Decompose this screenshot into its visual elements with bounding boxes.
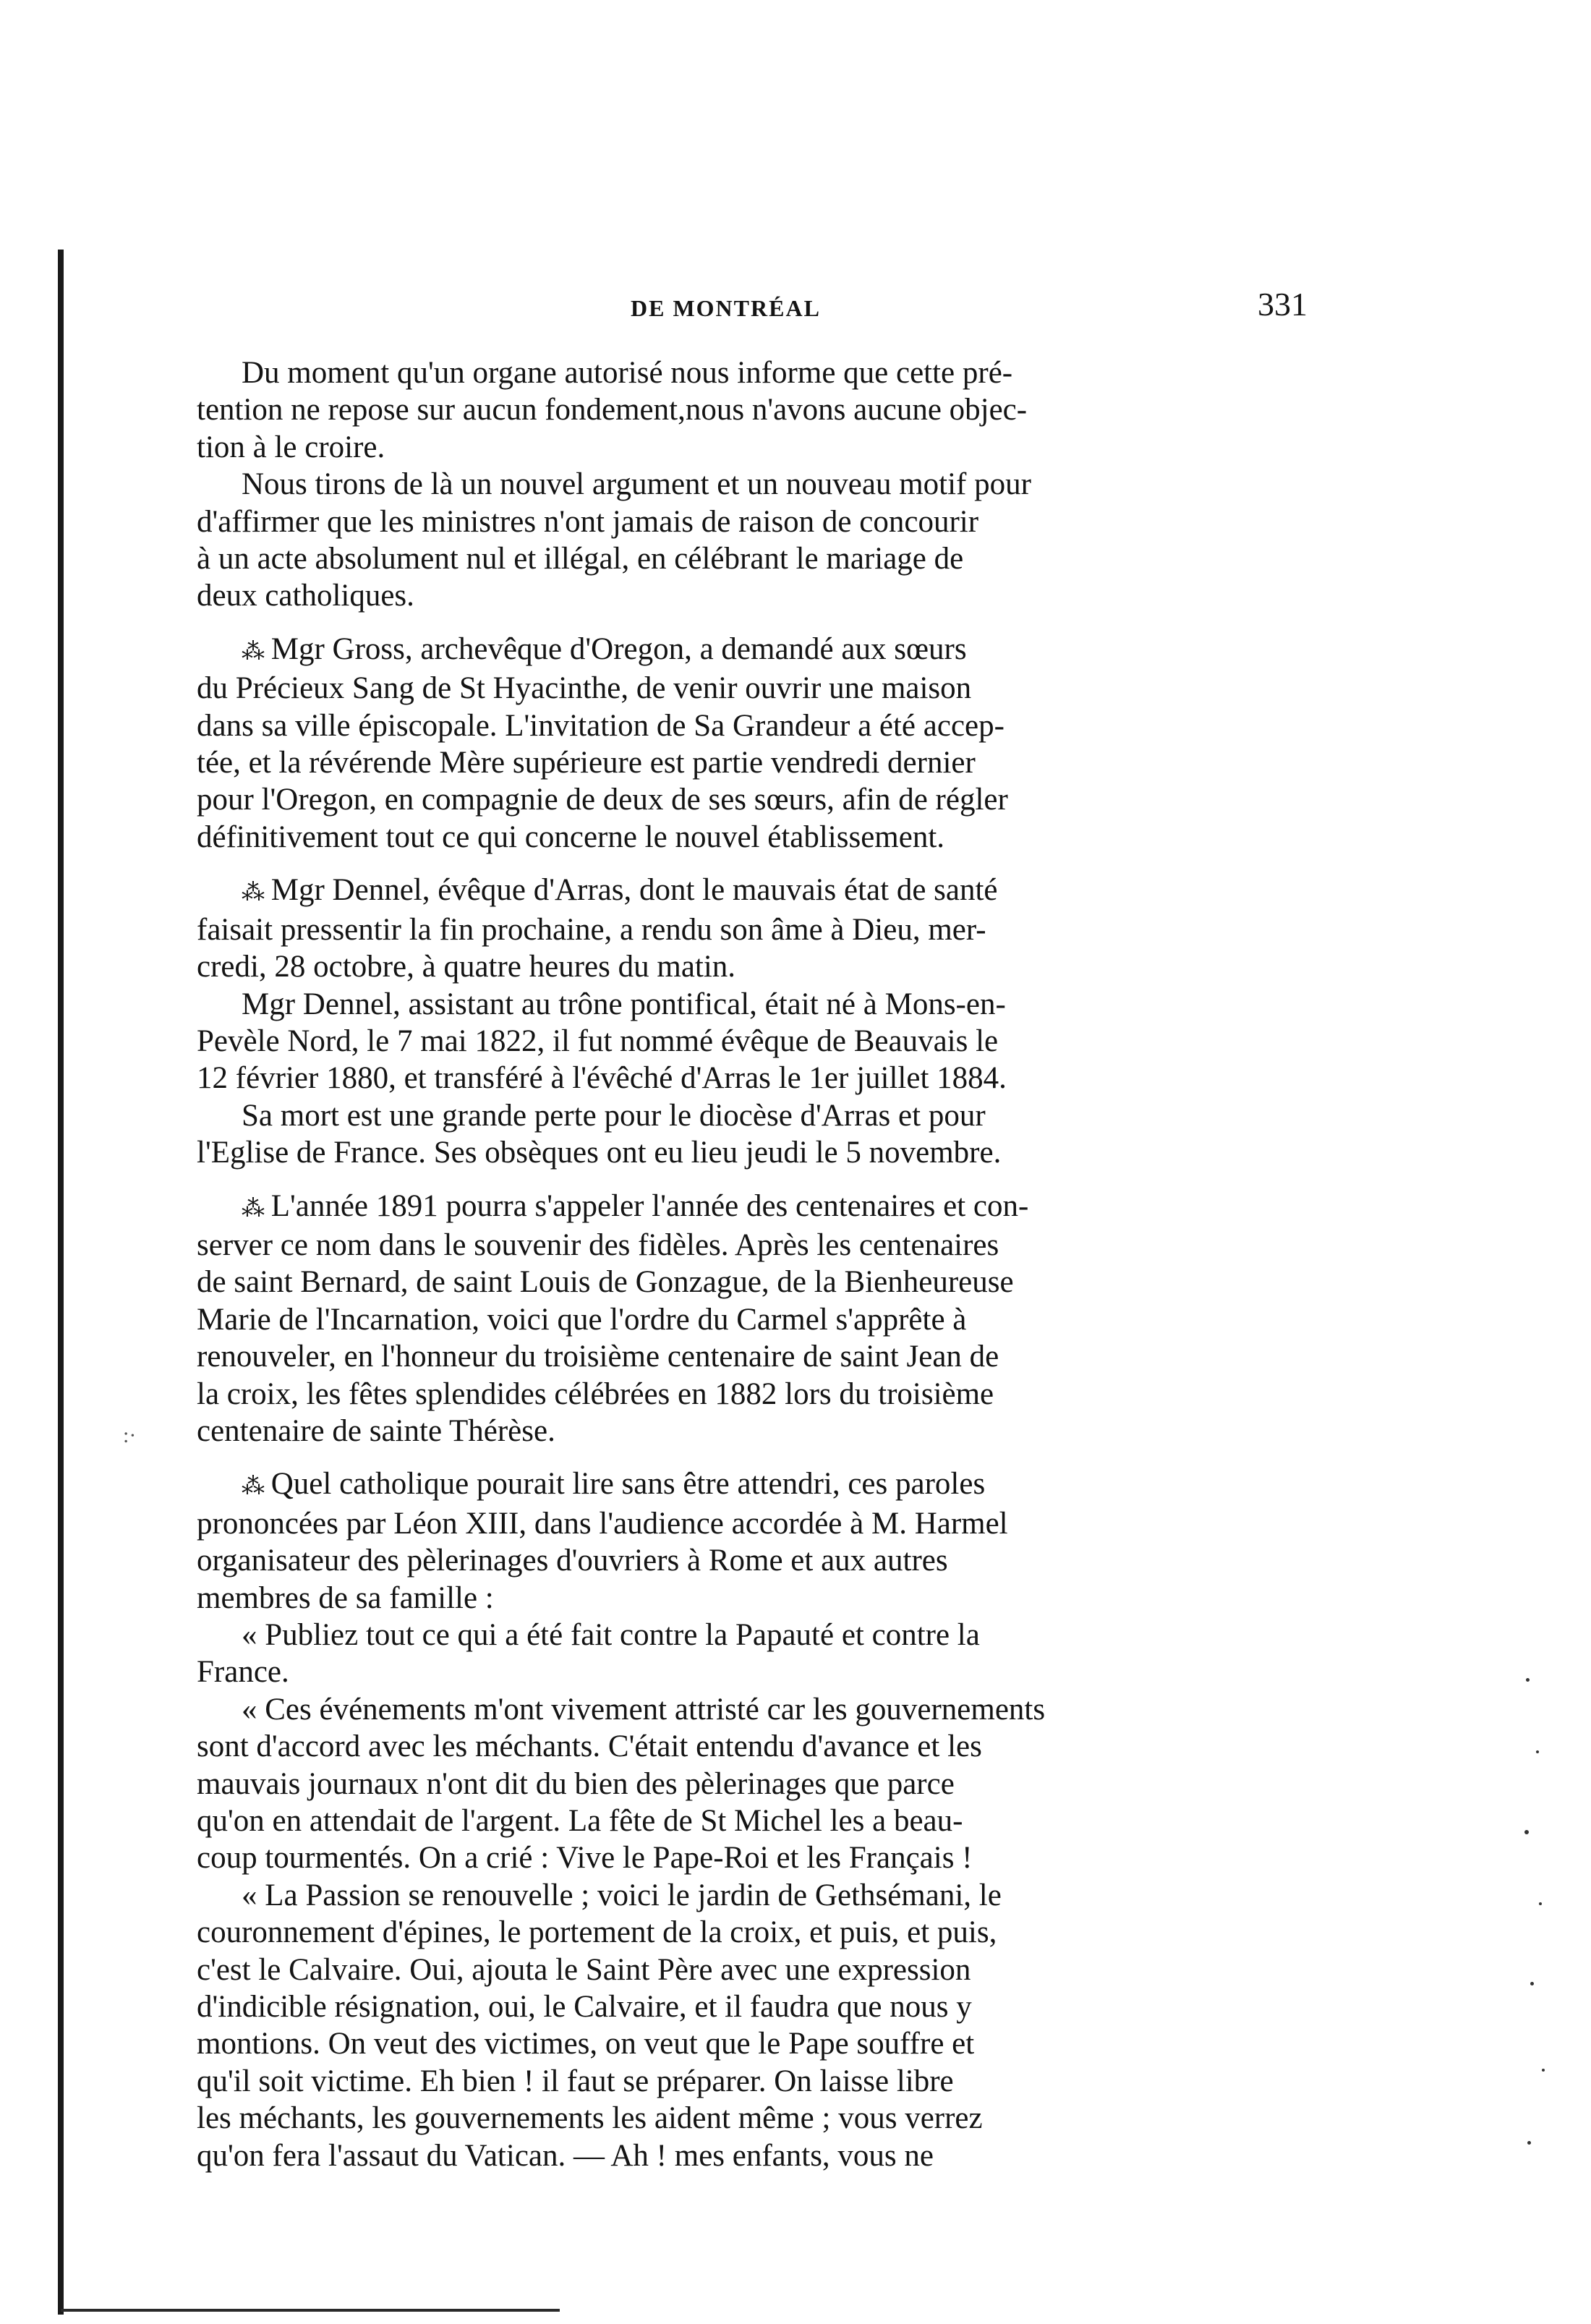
text-line: centenaire de sainte Thérèse. [197,1413,555,1448]
asterism: ⁂ [242,637,263,664]
margin-specks [1517,1664,1561,2170]
text-line: tention ne repose sur aucun fondement,nous n'avons aucune objec- [197,393,1028,427]
paragraph-centenaires [197,1188,1308,1450]
text-line: credi, 28 octobre, à quatre heures du matin. [197,950,736,984]
speck [1542,2069,1545,2072]
speck [1527,2141,1531,2145]
text-line: d'indicible résignation, oui, le Calvaire, et il faudra que nous y [197,1990,972,2025]
text-line: Nous tirons de là un nouvel argument et un nouveau motif pour [242,467,1031,502]
text-line: les méchants, les gouvernements les aident même ; vous verrez [197,2101,983,2136]
paragraph-mgr-dennel [197,872,1308,985]
text-line: server ce nom dans le souvenir des fidèles. Après les centenaires [197,1227,999,1262]
text-line: de saint Bernard, de saint Louis de Gonzague, de la Bienheureuse [197,1265,1014,1300]
margin-mark: :· [123,1423,137,1447]
text-line: dans sa ville épiscopale. L'invitation de Sa Grandeur a été accep- [197,708,1004,743]
text-line: Mgr Gross, archevêque d'Oregon, a demandé aux sœurs [270,631,967,666]
text-line: membres de sa famille : [197,1580,494,1615]
speck [1524,1830,1529,1834]
text-line: à un acte absolument nul et illégal, en célébrant le mariage de [197,542,964,576]
paragraph-argument [197,466,1308,615]
text-line: « Publiez tout ce qui a été fait contre la Papauté et contre la [242,1618,980,1652]
paragraph-quote-publiez [197,1617,1308,1691]
paragraph-authority [197,354,1308,466]
text-line: faisait pressentir la fin prochaine, a rendu son âme à Dieu, mer- [197,912,986,947]
paragraph-quote-evenements [197,1691,1308,1877]
text-line: Mgr Dennel, évêque d'Arras, dont le mauvais état de santé [270,873,998,908]
page-body [197,354,1308,2174]
text-line: deux catholiques. [197,579,414,613]
text-line: tion à le croire. [197,430,385,464]
speck [1530,1982,1534,1985]
text-line: qu'il soit victime. Eh bien ! il faut se préparer. On laisse libre [197,2064,954,2098]
text-line: du Précieux Sang de St Hyacinthe, de venir ouvrir une maison [197,671,972,706]
speck [1526,1678,1530,1682]
text-line: L'année 1891 pourra s'appeler l'année des centenaires et con- [270,1188,1029,1223]
asterism: ⁂ [242,1194,263,1221]
text-line: prononcées par Léon XIII, dans l'audience accordée à M. Harmel [197,1506,1008,1541]
text-line: Mgr Dennel, assistant au trône pontifical, était né à Mons-en- [242,987,1006,1021]
text-line: définitivement tout ce qui concerne le nouvel établissement. [197,820,945,854]
text-line: la croix, les fêtes splendides célébrées en 1882 lors du troisième [197,1376,994,1411]
speck [1539,1902,1542,1905]
paragraph-leon-xiii [197,1465,1308,1617]
text-line: montions. On veut des victimes, on veut que le Pape souffre et [197,2027,975,2061]
binding-edge [58,250,64,2315]
text-line: l'Eglise de France. Ses obsèques ont eu lieu jeudi le 5 novembre. [197,1136,1002,1170]
text-line: qu'on en attendait de l'argent. La fête de St Michel les a beau- [197,1804,963,1839]
asterism: ⁂ [242,1473,263,1499]
speck [1536,1750,1539,1753]
text-line: « Ces événements m'ont vivement attristé car les gouvernements [242,1692,1046,1727]
text-line: organisateur des pèlerinages d'ouvriers à Rome et aux autres [197,1544,948,1578]
text-line: « La Passion se renouvelle ; voici le jardin de Gethsémani, le [242,1878,1002,1912]
running-head-title: DE MONTRÉAL [631,295,821,321]
text-line: Sa mort est une grande perte pour le diocèse d'Arras et pour [242,1098,986,1133]
text-line: qu'on fera l'assaut du Vatican. — Ah ! mes enfants, vous ne [197,2138,934,2173]
paragraph-dennel-bio [197,986,1308,1097]
binding-foot-rule [61,2309,560,2312]
text-line: coup tourmentés. On a crié : Vive le Pape-Roi et les Français ! [197,1841,973,1876]
text-line: tée, et la révérende Mère supérieure est partie vendredi dernier [197,746,976,780]
text-line: Du moment qu'un organe autorisé nous informe que cette pré- [242,356,1013,390]
text-line: couronnement d'épines, le portement de la croix, et puis, et puis, [197,1915,997,1950]
text-line: sont d'accord avec les méchants. C'était entendu d'avance et les [197,1729,982,1764]
paragraph-quote-passion [197,1877,1308,2174]
text-line: mauvais journaux n'ont dit du bien des pèlerinages que parce [197,1766,955,1801]
page-number: 331 [1258,286,1308,323]
text-line: Marie de l'Incarnation, voici que l'ordre du Carmel s'apprête à [197,1302,967,1337]
text-line: Pevèle Nord, le 7 mai 1822, il fut nommé évêque de Beauvais le [197,1023,999,1058]
text-line: c'est le Calvaire. Oui, ajouta le Saint Père avec une expression [197,1952,971,1987]
paragraph-dennel-death [197,1097,1308,1172]
text-line: pour l'Oregon, en compagnie de deux de ses sœurs, afin de régler [197,783,1008,817]
text-line: renouveler, en l'honneur du troisième centenaire de saint Jean de [197,1340,999,1374]
text-line: France. [197,1655,289,1690]
paragraph-mgr-gross [197,631,1308,856]
running-head [197,285,1308,328]
text-line: 12 février 1880, et transféré à l'évêché d'Arras le 1er juillet 1884. [197,1061,1007,1096]
text-line: d'affirmer que les ministres n'ont jamais de raison de concourir [197,504,979,539]
asterism: ⁂ [242,879,263,906]
text-line: Quel catholique pourait lire sans être attendri, ces paroles [270,1467,986,1502]
